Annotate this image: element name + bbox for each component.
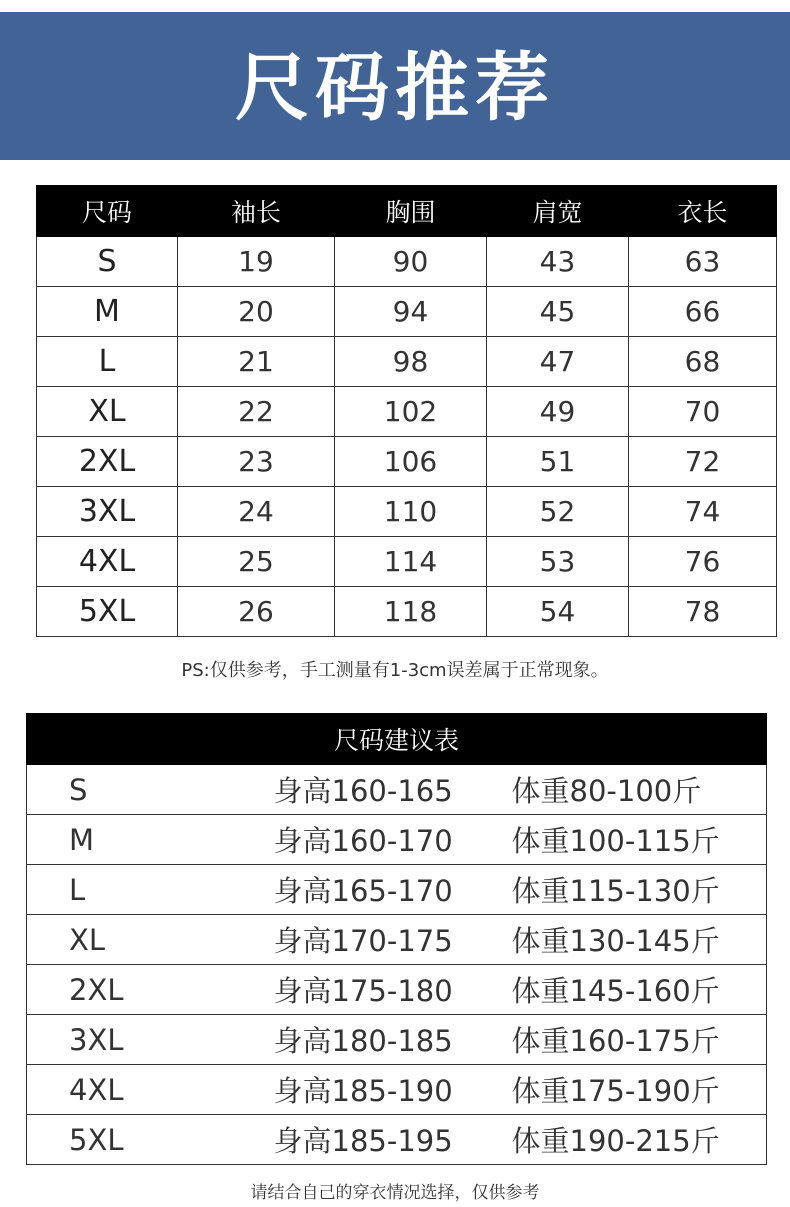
measure-cell: 54	[487, 587, 629, 637]
height-cell: 身高160-165	[264, 765, 506, 815]
height-cell: 身高180-185	[264, 1015, 506, 1065]
size-cell: 2XL	[37, 437, 178, 487]
size-cell: 3XL	[27, 1015, 264, 1065]
header-length: 衣长	[629, 186, 777, 237]
recommend-table-title: 尺码建议表	[27, 714, 767, 765]
table-row	[27, 865, 767, 915]
weight-cell: 体重160-175斤	[506, 1015, 767, 1065]
measure-cell: 106	[335, 437, 487, 487]
size-cell: L	[27, 865, 264, 915]
measure-cell: 49	[487, 387, 629, 437]
weight-cell: 体重175-190斤	[506, 1065, 767, 1115]
table-row	[27, 915, 767, 965]
table-header-row	[37, 186, 777, 237]
measure-cell: 21	[178, 337, 335, 387]
table-row	[27, 815, 767, 865]
measure-cell: 22	[178, 387, 335, 437]
measure-cell: 20	[178, 287, 335, 337]
title-banner	[0, 12, 790, 160]
size-cell: 5XL	[27, 1115, 264, 1165]
header-sleeve: 袖长	[178, 186, 335, 237]
size-recommendation-table	[26, 713, 767, 1165]
table-row	[37, 337, 777, 387]
measure-cell: 19	[178, 237, 335, 287]
measure-cell: 47	[487, 337, 629, 387]
measure-cell: 66	[629, 287, 777, 337]
measure-cell: 26	[178, 587, 335, 637]
measurement-note: PS:仅供参考，手工测量有1-3cm误差属于正常现象。	[181, 660, 609, 681]
table-row	[27, 765, 767, 815]
measure-cell: 43	[487, 237, 629, 287]
size-cell: L	[37, 337, 178, 387]
page-title: 尺码推荐	[235, 45, 555, 131]
measure-cell: 52	[487, 487, 629, 537]
size-cell: 4XL	[27, 1065, 264, 1115]
size-cell: 5XL	[37, 587, 178, 637]
height-cell: 身高185-190	[264, 1065, 506, 1115]
table-row	[27, 1115, 767, 1165]
height-cell: 身高160-170	[264, 815, 506, 865]
size-cell: S	[37, 237, 178, 287]
measure-cell: 118	[335, 587, 487, 637]
measure-cell: 70	[629, 387, 777, 437]
size-cell: M	[27, 815, 264, 865]
table-row	[37, 587, 777, 637]
header-chest: 胸围	[335, 186, 487, 237]
weight-cell: 体重190-215斤	[506, 1115, 767, 1165]
weight-cell: 体重80-100斤	[506, 765, 767, 815]
size-cell: S	[27, 765, 264, 815]
table-row	[37, 437, 777, 487]
size-cell: 2XL	[27, 965, 264, 1015]
measure-cell: 72	[629, 437, 777, 487]
height-cell: 身高170-175	[264, 915, 506, 965]
measure-cell: 98	[335, 337, 487, 387]
measure-cell: 78	[629, 587, 777, 637]
table-row	[37, 487, 777, 537]
header-size: 尺码	[37, 186, 178, 237]
header-shoulder: 肩宽	[487, 186, 629, 237]
table-row	[37, 537, 777, 587]
measure-cell: 63	[629, 237, 777, 287]
weight-cell: 体重130-145斤	[506, 915, 767, 965]
size-cell: M	[37, 287, 178, 337]
table-row	[37, 237, 777, 287]
height-cell: 身高185-195	[264, 1115, 506, 1165]
height-cell: 身高165-170	[264, 865, 506, 915]
size-cell: 3XL	[37, 487, 178, 537]
weight-cell: 体重145-160斤	[506, 965, 767, 1015]
size-measurement-table	[36, 185, 777, 637]
measure-cell: 102	[335, 387, 487, 437]
measure-cell: 76	[629, 537, 777, 587]
measure-cell: 45	[487, 287, 629, 337]
measure-cell: 23	[178, 437, 335, 487]
measure-cell: 110	[335, 487, 487, 537]
size-cell: XL	[37, 387, 178, 437]
table-row	[37, 387, 777, 437]
weight-cell: 体重115-130斤	[506, 865, 767, 915]
measure-cell: 74	[629, 487, 777, 537]
measure-cell: 114	[335, 537, 487, 587]
table-row	[27, 965, 767, 1015]
weight-cell: 体重100-115斤	[506, 815, 767, 865]
measure-cell: 53	[487, 537, 629, 587]
measure-cell: 51	[487, 437, 629, 487]
recommendation-note: 请结合自己的穿衣情况选择，仅供参考	[250, 1183, 540, 1203]
measure-cell: 90	[335, 237, 487, 287]
height-cell: 身高175-180	[264, 965, 506, 1015]
measure-cell: 94	[335, 287, 487, 337]
size-cell: 4XL	[37, 537, 178, 587]
table-row	[27, 1065, 767, 1115]
table-row	[27, 1015, 767, 1065]
measure-cell: 24	[178, 487, 335, 537]
measure-cell: 68	[629, 337, 777, 387]
table-header-row	[27, 714, 767, 765]
table-row	[37, 287, 777, 337]
measure-cell: 25	[178, 537, 335, 587]
size-cell: XL	[27, 915, 264, 965]
